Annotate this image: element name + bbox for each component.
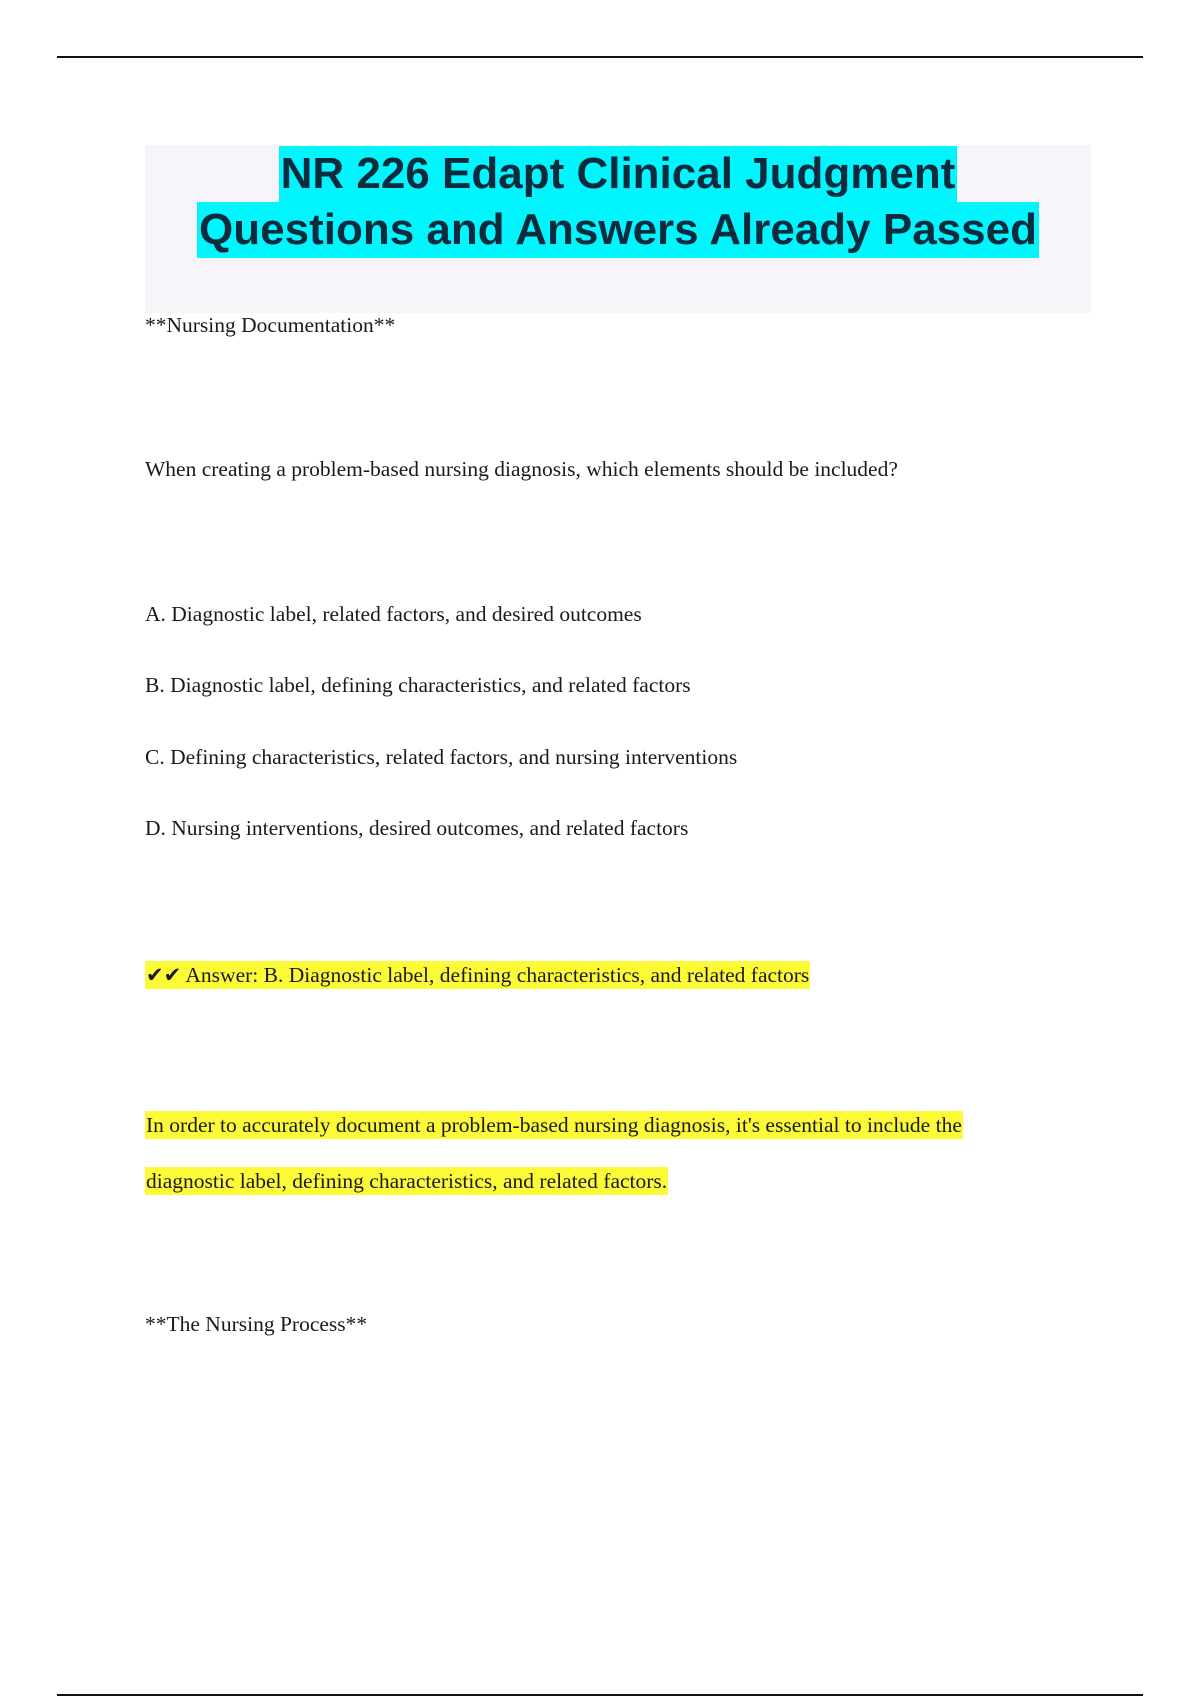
explanation-line-1: In order to accurately document a problem-based nursing diagnosis, it's essential to include the <box>146 1113 962 1137</box>
explanation-line-2: diagnostic label, defining characteristics, and related factors. <box>146 1169 668 1193</box>
section-heading-nursing-process: **The Nursing Process** <box>145 1312 368 1336</box>
document-title-line-2: Questions and Answers Already Passed <box>197 202 1039 258</box>
answer-highlight <box>145 961 810 989</box>
answer-text: Answer: B. Diagnostic label, defining characteristics, and related factors <box>185 963 810 987</box>
option-c: C. Defining characteristics, related factors, and nursing interventions <box>145 745 738 769</box>
bottom-rule <box>57 1694 1143 1696</box>
top-rule <box>57 56 1143 58</box>
double-check-icon: ✔✔ <box>146 963 182 987</box>
section-heading-nursing-documentation: **Nursing Documentation** <box>145 313 396 337</box>
explanation-paragraph <box>145 1097 1075 1209</box>
option-b: B. Diagnostic label, defining characteristics, and related factors <box>145 673 691 697</box>
title-banner <box>145 145 1091 313</box>
option-d: D. Nursing interventions, desired outcomes, and related factors <box>145 816 689 840</box>
document-title-line-1: NR 226 Edapt Clinical Judgment <box>279 146 958 202</box>
option-a: A. Diagnostic label, related factors, and desired outcomes <box>145 602 642 626</box>
question-text: When creating a problem-based nursing diagnosis, which elements should be included? <box>145 457 898 481</box>
answer-line <box>145 961 810 989</box>
